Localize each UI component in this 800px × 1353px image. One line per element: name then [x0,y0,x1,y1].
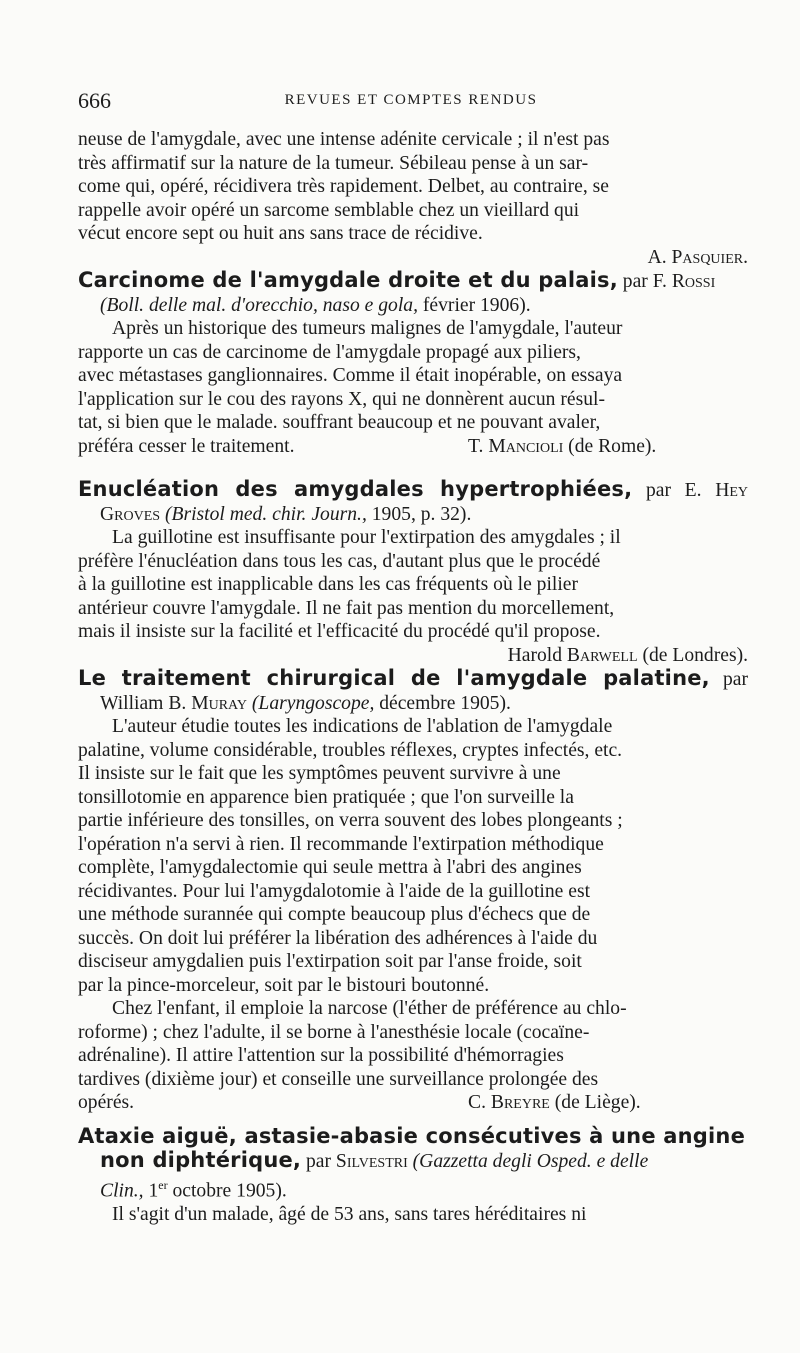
continuation-paragraph [78,128,748,246]
text-line: Chez l'enfant, il emploie la narcose (l'éther de préférence au chlo- [112,998,627,1019]
date-superscript: er [158,1177,168,1192]
signature-name: Barwell [566,644,638,666]
text-line: par la pince-morceleur, soit par le bistouri boutonné. [78,974,490,996]
signature-name: Mancioli [488,435,564,457]
text-line: partie inférieure des tonsilles, on verra souvent des lobes plongeants ; [78,810,623,831]
journal-name-cont: Clin., [100,1180,144,1202]
byline-par: par E. [632,480,716,501]
byline-par: par [301,1151,336,1172]
author-name: Muray [191,692,247,714]
text-line: vécut encore sept ou huit ans sans trace de récidive. [78,223,483,244]
text-line: Après un historique des tumeurs malignes de l'amygdale, l'auteur [112,318,623,339]
text-line: succès. On doit lui préférer la libération des adhérences à l'aide du [78,927,598,949]
text-line: préfère l'énucléation dans tous les cas, d'autant plus que le procédé [78,550,601,572]
journal-name: (Gazzetta degli Osped. e delle [407,1151,649,1172]
text-line: tat, si bien que le malade. souffrant beaucoup et ne pouvant avaler, [78,412,601,433]
text-line: une méthode surannée qui compte beaucoup plus d'échecs que de [78,904,591,925]
signature-name: Pasquier. [671,246,748,268]
signature-first: Harold [507,644,567,666]
publication-date: décembre 1905). [374,692,511,714]
signature-breyre [468,1091,641,1115]
text-line: L'auteur étudie toutes les indications de l'ablation de l'amygdale [112,716,613,737]
text-line: rapporte un cas de carcinome de l'amygdale propagé aux piliers, [78,341,581,363]
signature-place: (de Londres). [637,644,748,666]
text-line: La guillotine est insuffisante pour l'extirpation des amygdales ; il [112,527,621,548]
journal-name: (Boll. delle mal. d'orecchio, naso e gola, [100,294,418,316]
signature-place: (de Liège). [549,1092,641,1113]
text-line: récidivantes. Pour lui l'amygdalotomie à l'aide de la guillotine est [78,880,591,902]
article-title: Enucléation des amygdales hypertrophiées, [78,477,633,501]
text-line: tardives (dixième jour) et conseille une surveillance prolongée des [78,1068,599,1090]
text-line: adrénaline). Il attire l'attention sur la possibilité d'hémorragies [78,1045,564,1066]
text-line: l'opération n'a servi à rien. Il recommande l'extirpation méthodique [78,833,604,855]
signature-barwell [78,644,748,668]
text-line: antérieur couvre l'amygdale. Il ne fait pas mention du morcellement, [78,597,615,619]
byline-par: par F. [617,271,672,292]
text-line: tonsillotomie en apparence bien pratiquée ; que l'on surveille la [78,786,574,808]
article-paragraph [78,1203,748,1227]
article-title-cont: non diphtérique, [100,1148,302,1172]
text-line: come qui, opéré, récidivera très rapidement. Delbet, au contraire, se [78,176,609,197]
running-head [78,88,744,118]
publication-date: octobre 1905). [167,1180,287,1202]
text-line: Il insiste sur le fait que les symptômes peuvent survivre à une [78,763,561,784]
text-line: complète, l'amygdalectomie qui seule mettra à l'abri des angines [78,857,582,878]
text-line: rappelle avoir opéré un sarcome semblable chez un vieillard qui [78,199,580,221]
text-line: mais il insiste sur la facilité et l'efficacité du procédé qu'il propose. [78,621,601,642]
byline-par: par William B. [100,669,748,714]
text-line: avec métastases ganglionnaires. Comme il était inopérable, on essaya [78,365,623,386]
page-number: 666 [78,88,111,113]
article-paragraph [78,997,748,1091]
running-title: REVUES ET COMPTES RENDUS [284,92,538,108]
date-day: 1 [143,1180,159,1202]
author-name: Rossi [671,271,716,292]
signature-name: Breyre [490,1092,550,1113]
signature-mancioli [468,435,656,459]
text-line: l'application sur le cou des rayons X, qui ne donnèrent aucun résul- [78,388,605,410]
article-heading [78,1125,748,1203]
article-heading [78,478,748,526]
text-line: opérés. [78,1092,135,1113]
text-line: roforme) ; chez l'adulte, il se borne à l'anesthésie locale (cocaïne- [78,1021,590,1043]
text-line: disciseur amygdalien puis l'extirpation soit par l'anse froide, soit [78,951,582,972]
journal-name: (Bristol med. chir. Journ., [160,503,367,525]
signature-initial: T. [468,435,489,457]
text-line: Il s'agit d'un malade, âgé de 53 ans, sans tares héréditaires ni [112,1203,587,1225]
article-heading [78,269,748,317]
article-paragraph [78,526,748,644]
signature-line [78,435,748,459]
body-text [78,128,748,1226]
article-title: Le traitement chirurgical de l'amygdale palatine, [78,666,710,690]
text-line: neuse de l'amygdale, avec une intense adénite cervicale ; il n'est pas [78,129,610,150]
article-heading [78,667,748,715]
author-name: Hey Groves [100,480,748,525]
signature-pasquier [78,246,748,270]
text-line: à la guillotine est inapplicable dans les cas fréquents où le pilier [78,574,579,595]
journal-name: (Laryngoscope, [247,692,375,714]
article-title: Carcinome de l'amygdale droite et du palais, [78,268,618,292]
signature-initial: A. [647,246,672,268]
text-line: palatine, volume considérable, troubles réflexes, cryptes infectés, etc. [78,739,623,761]
signature-line [78,1091,748,1115]
article-title: Ataxie aiguë, astasie-abasie consécutives à une angine [78,1123,746,1148]
text-line: préféra cesser le traitement. [78,435,295,457]
article-paragraph [78,317,748,435]
publication-date: 1905, p. 32). [366,503,472,525]
author-name: Silvestri [335,1151,408,1172]
publication-date: février 1906). [418,294,531,316]
text-line: très affirmatif sur la nature de la tumeur. Sébileau pense à un sar- [78,152,589,174]
article-paragraph [78,715,748,997]
signature-initial: C. [468,1092,491,1113]
signature-place: (de Rome). [563,435,657,457]
